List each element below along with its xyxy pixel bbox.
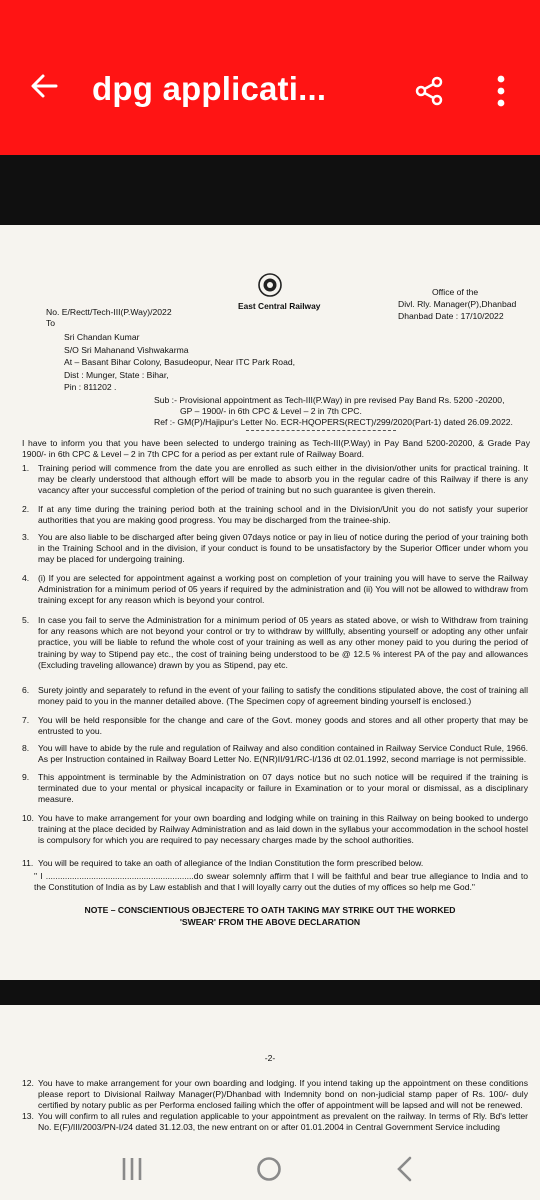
item-number: 4. [22,573,30,583]
addressee-line: Pin : 811202 . [64,382,117,393]
item-text: You have to make arrangement for your own boarding and lodging. If you intend taking up the appointment on these conditions please report to Divisional Railway Manager(P)/Dhanbad with Indemnity bond on non-judicial stamp paper of Rs. 100/- duly certified by notary public as per Performa enclosed failing which the offer of appointment will be lapsed and will not be renewed. [38,1078,528,1111]
app-bar [0,40,540,155]
nav-back-icon[interactable] [394,1156,414,1182]
recent-apps-icon[interactable] [118,1156,146,1182]
addressee-line: S/O Sri Mahanand Vishwakarma [64,344,189,355]
list-item [22,615,528,671]
home-icon[interactable] [256,1156,282,1182]
item-text: You will be required to take an oath of allegiance of the Indian Constitution the form prescribed below. [38,858,424,868]
office-date: Dhanbad Date : 17/10/2022 [398,311,504,321]
list-item [22,685,528,707]
subject-line: GP – 1900/- in 6th CPC & Level – 2 in 7th CPC. [180,406,362,416]
list-item [22,504,528,526]
addressee-block [64,331,295,394]
item-number: 8. [22,743,30,753]
list-item [22,743,528,765]
item-text: You are also liable to be discharged after being given 07days notice or pay in lieu of notice during the period of your training both in the Training School and in the division, if your conduct is found to be unsatisfactory by the Superior Officer under whom you may be placed for undergoing training. [38,532,528,565]
item-text: You will confirm to all rules and regulation applicable to your appointment as prevalent on the railway. In terms of Rly. Bd's letter No. E(F)/III/2003/PN-I/24 dated 31.12.03, the new entrant on or after 01.01.2004 in Central Government Service including [38,1111,528,1133]
item-number: 3. [22,532,30,542]
item-text: You will be held responsible for the change and care of the Govt. money goods and stores and all other property that may be entrusted to you. [38,715,528,737]
app-title: dpg applicati... [92,70,327,107]
item-number: 2. [22,504,30,514]
back-arrow-icon[interactable] [28,70,60,102]
item-text: Training period will commence from the date you are enrolled as such either in the division/other units for practical training. It may be clearly understood that although effort will be made to absorb you in the regular cadre of this Railway if there is any vacancy after your successful completion of the period of training but no such guarantee is given therein. [38,463,528,496]
addressee-line: Sri Chandan Kumar [64,332,140,342]
note-line: 'SWEAR' FROM THE ABOVE DECLARATION [179,917,361,927]
status-bar [0,0,540,40]
railway-logo-icon [258,273,282,297]
subject-line: Sub :- Provisional appointment as Tech-III(P.Way) in pre revised Pay Band Rs. 5200 -20200, [154,395,505,405]
railway-name: East Central Railway [238,301,321,311]
reference-line: Ref :- GM(P)/Hajipur's Letter No. ECR-HQOPERS(RECT)/299/2020(Part-1) dated 26.09.2022. [154,417,513,427]
share-icon[interactable] [414,76,444,106]
office-line-1: Office of the [432,287,479,297]
item-number: 12. [22,1078,34,1088]
item-text: In case you fail to serve the Administration for a minimum period of 05 years as stated above, or wish to Withdraw from training for any reasons which are not beyond your control or try to withdraw by willfully, absenting yourself or adopting any other unfair practice, you will be liable to refund the whole cost of your training as well as any other money paid to you during the period of training by way to Stipend pay etc., the cost of training being understood to be @ 12.5 % interest PA of the pay and allowances (Excluding traveling allowance) drawn by you as Stipend, pay etc. [38,615,528,670]
addressee-line: Dist : Munger, State : Bihar, [64,369,169,380]
item-number: 6. [22,685,30,695]
list-item [22,715,528,737]
list-item [22,772,528,806]
intro-paragraph: I have to inform you that you have been selected to undergo training as Tech-III(P.Way) in Pay Band 5200-20200, & Grade Pay 1900/- in 6th CPC & Level – 2 in 7th CPC for a period as per extant rule of Railway Board. [22,438,530,460]
divider [246,430,396,431]
list-item [22,813,528,847]
item-number: 5. [22,615,30,625]
item-number: 13. [22,1111,34,1121]
item-text: You will have to abide by the rule and regulation of Railway and also condition contained in Railway Service Conduct Rule, 1966. As per Instruction contained in Railway Board Letter No. E(NR)II/91/RC-I/136 dt 02.01.1992, second marriage is not permissible. [38,743,528,765]
more-vert-icon[interactable] [496,74,506,108]
reference-number: No. E/Rectt/Tech-III(P.Way)/2022 [46,307,172,317]
item-number: 11. [22,858,34,868]
page-number: -2- [264,1053,276,1063]
document-page-1 [0,225,540,980]
addressee-line: At – Basant Bihar Colony, Basudeopur, Near ITC Park Road, [64,357,296,368]
item-text: You have to make arrangement for your own boarding and lodging while on training in this Railway on being booked to undergo training at the place decided by Railway Administration and as laid down in the syllabus your accommodation in the school hostel is compulsory for which you are required to pay necessary charges made by the school authorities. [38,813,528,846]
item-text: This appointment is terminable by the Administration on 07 days notice but no such notice will be required if the training is terminated due to your mental or physical incapacity or failure in Examination or to your moral or dismissal, as a disciplinary measure. [38,772,528,805]
list-item [22,573,528,607]
item-number: 10. [22,813,34,823]
item-text: Surety jointly and separately to refund in the event of your failing to satisfy the conditions stipulated above, the cost of training all money paid to you in the manner detailed above. (The Specimen copy of agreement binding yourself is enclosed.) [38,685,528,707]
item-number: 1. [22,463,30,473]
oath-text: " I ..............................................................do swear solemnly affirm that I will be faithful and bear true allegiance to India and to the Constitution of India as by Law establish and that I will loyally carry out the duties of my offices so help me God." [34,871,528,893]
item-text: (i) If you are selected for appointment against a working post on completion of your training you will have to serve the Railway Administration for a minimum period of 05 years if required by the administration and (ii) You will not be allowed to withdraw from training except for any reason which is beyond your control. [38,573,528,606]
item-number: 7. [22,715,30,725]
list-item [22,532,528,566]
office-line-2: Divl. Rly. Manager(P),Dhanbad [398,299,517,309]
list-item [22,1078,528,1112]
list-item [22,463,528,497]
list-item [22,858,528,869]
to-label: To [46,318,56,328]
item-text: If at any time during the training period both at the training school and in the Division/Unit you do not satisfy your superior authorities that you are making good progress. You may be discharged from the trainee-ship. [38,504,528,526]
item-number: 9. [22,772,30,782]
note-line: NOTE – CONSCIENTIOUS OBJECTERE TO OATH TAKING MAY STRIKE OUT THE WORKED [84,905,456,915]
list-item [22,1111,528,1133]
